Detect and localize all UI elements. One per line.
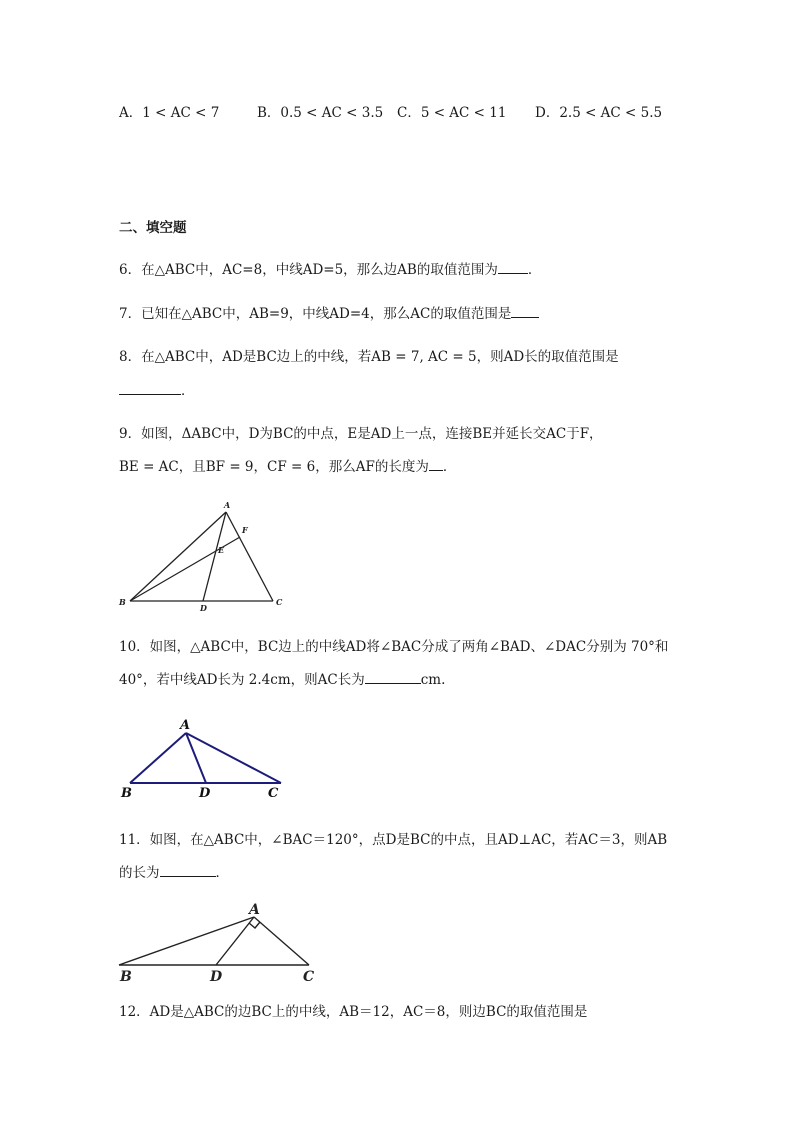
question-6-text: 6．在△ABC中，AC=8，中线AD=5，那么边AB的取值范围为 [119, 262, 498, 278]
option-d: D．2.5 < AC < 5.5 [535, 105, 663, 121]
question-8-end: ． [181, 383, 195, 399]
option-b: B．0.5 < AC < 3.5 [257, 105, 384, 121]
answer-blank [429, 456, 443, 471]
figure-10-lines [130, 733, 281, 783]
label-e: E [218, 545, 225, 555]
segment-ab [119, 917, 254, 965]
right-angle-mark [249, 922, 260, 928]
question-10-unit: cm. [420, 672, 446, 688]
segment-ab [130, 512, 226, 601]
segment-ac [226, 512, 273, 601]
label-a: A [224, 500, 231, 510]
question-7-text: 7．已知在△ABC中，AB=9，中线AD=4，那么AC的取值范围是 [119, 306, 512, 322]
segment-ac [186, 733, 281, 783]
question-10-text: 40°，若中线AD长为 2.4cm，则AC长为 [119, 672, 365, 688]
question-8-line-1: 8．在△ABC中，AD是BC边上的中线，若AB = 7, AC = 5，则AD长的取值范围是 [119, 349, 619, 365]
figure-11 [115, 898, 325, 986]
answer-blank [498, 259, 528, 274]
label-f: F [242, 525, 248, 535]
label-b: B [120, 969, 132, 985]
answer-blank [511, 303, 539, 318]
question-6 [119, 259, 541, 280]
question-7 [119, 303, 539, 324]
figure-10 [118, 712, 293, 802]
figure-11-lines [119, 917, 309, 965]
figure-9-lines [130, 512, 273, 601]
label-d: D [210, 969, 223, 985]
figure-9 [115, 500, 295, 612]
question-6-end: ． [527, 262, 542, 278]
answer-blank [119, 380, 181, 395]
question-9-line-2 [119, 456, 456, 477]
label-b: B [119, 597, 126, 607]
question-8-line-2 [119, 380, 195, 401]
answer-blank [160, 862, 216, 877]
segment-ab [130, 733, 186, 783]
question-9-end: ． [442, 459, 457, 475]
question-11-line-1: 11．如图，在△ABC中，∠BAC＝120°，点D是BC的中点，且AD⊥AC，若AC＝3，则AB [119, 832, 668, 848]
segment-ad [186, 733, 206, 783]
label-c: C [268, 786, 279, 801]
question-9-line-1: 9．如图，ΔABC中，D为BC的中点，E是AD上一点，连接BE并延长交AC于F， [119, 426, 603, 442]
question-10-line-1: 10．如图，△ABC中，BC边上的中线AD将∠BAC分成了两角∠BAD、∠DAC分别为 70°和 [119, 639, 669, 655]
answer-blank [365, 669, 421, 684]
question-10-line-2 [119, 669, 445, 690]
segment-ac [254, 917, 309, 965]
question-11-line-2 [119, 862, 229, 883]
label-b: B [121, 786, 132, 801]
label-c: C [276, 597, 283, 607]
question-12: 12．AD是△ABC的边BC上的中线，AB＝12，AC＝8，则边BC的取值范围是 [119, 1004, 588, 1020]
question-9-text: BE = AC，且BF = 9，CF = 6，那么AF的长度为 [119, 459, 429, 475]
question-11-end: ． [215, 865, 229, 881]
label-c: C [303, 969, 315, 985]
label-d: D [199, 786, 211, 801]
label-a: A [180, 718, 191, 733]
label-a: A [249, 902, 260, 918]
option-a: A．1 < AC < 7 [119, 105, 220, 121]
label-d: D [200, 603, 207, 613]
question-11-text: 的长为 [119, 865, 160, 881]
option-c: C．5 < AC < 11 [397, 105, 507, 121]
section-heading: 二、填空题 [119, 220, 187, 236]
